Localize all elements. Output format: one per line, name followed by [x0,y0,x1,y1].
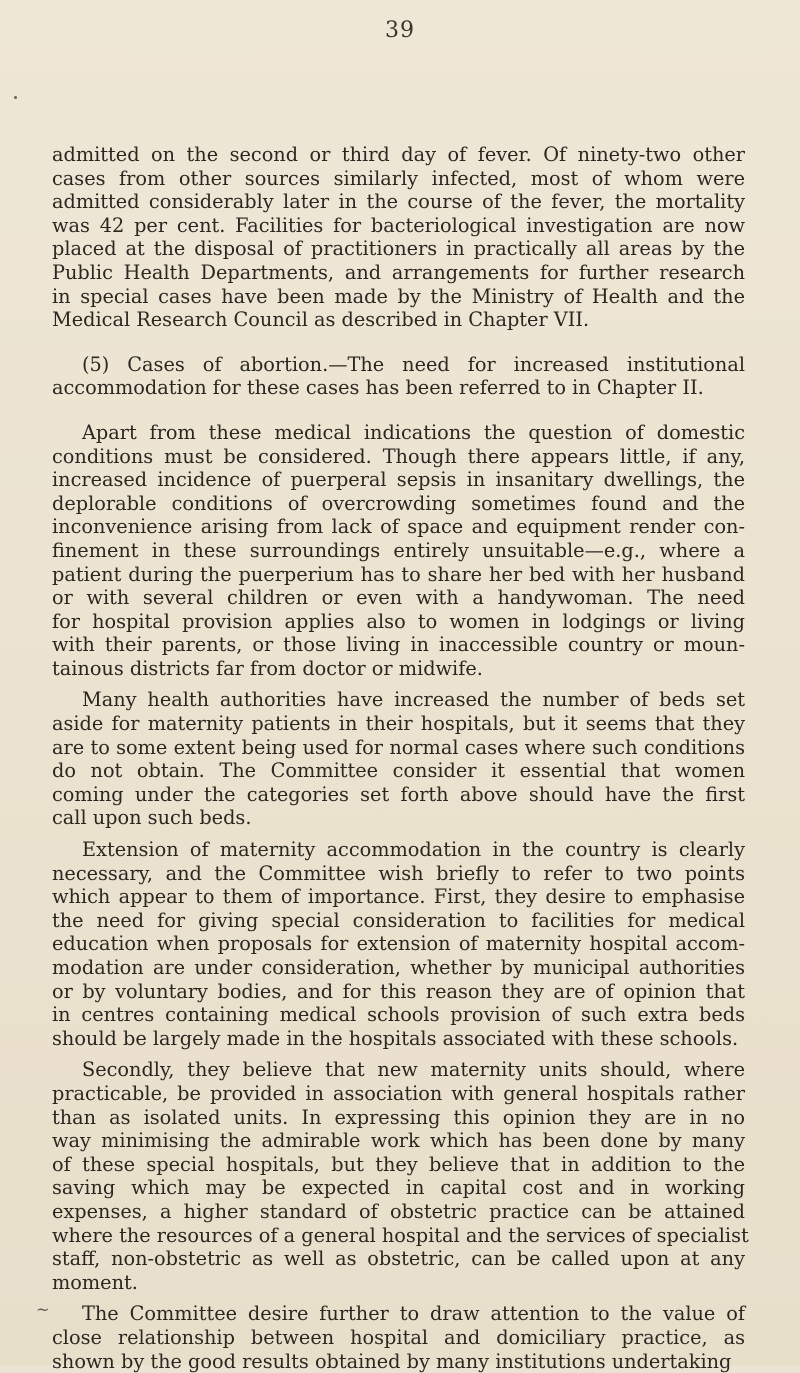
text-line: do not obtain. The Committee consider it essential that women [52,759,745,783]
paragraph [52,838,745,1050]
paragraph [52,688,745,830]
text-line: or with several children or even with a handywoman. The need [52,586,745,610]
paragraph-gap [52,332,745,353]
text-line: The Committee desire further to draw attention to the value of [52,1302,745,1326]
text-line: tainous districts far from doctor or midwife. [52,657,745,681]
text-line: was 42 per cent. Facilities for bacteriological investigation are now [52,214,745,238]
text-line: with their parents, or those living in inaccessible country or moun- [52,633,745,657]
text-line: for hospital provision applies also to women in lodgings or living [52,610,745,634]
text-line: admitted considerably later in the course of the fever, the mortality [52,190,745,214]
text-line: deplorable conditions of overcrowding sometimes found and the [52,492,745,516]
paragraph-gap [52,830,745,838]
margin-mark: ~ [36,1300,49,1319]
paragraph-gap [52,400,745,421]
text-line: staff, non-obstetric as well as obstetric, can be called upon at any [52,1247,745,1271]
text-line: coming under the categories set forth above should have the first [52,783,745,807]
text-line: Many health authorities have increased the number of beds set [52,688,745,712]
text-line: aside for maternity patients in their hospitals, but it seems that they [52,712,745,736]
text-line: Apart from these medical indications the question of domestic [52,421,745,445]
paragraph [52,1058,745,1294]
text-line: increased incidence of puerperal sepsis in insanitary dwellings, the [52,468,745,492]
paragraph [52,421,745,681]
text-line: moment. [52,1271,745,1295]
text-line: conditions must be considered. Though there appears little, if any, [52,445,745,469]
text-line: cases from other sources similarly infected, most of whom were [52,167,745,191]
text-line: education when proposals for extension of maternity hospital accom- [52,932,745,956]
text-line: in centres containing medical schools provision of such extra beds [52,1003,745,1027]
text-line: in special cases have been made by the Ministry of Health and the [52,285,745,309]
text-line: close relationship between hospital and domiciliary practice, as [52,1326,745,1350]
text-line: necessary, and the Committee wish briefly to refer to two points [52,862,745,886]
text-line: Public Health Departments, and arrangements for further research [52,261,745,285]
paragraph-gap [52,1050,745,1058]
paragraph [52,143,745,332]
text-line: expenses, a higher standard of obstetric practice can be attained [52,1200,745,1224]
text-line: of these special hospitals, but they believe that in addition to the [52,1153,745,1177]
text-line: shown by the good results obtained by many institutions undertaking [52,1350,745,1373]
text-line: call upon such beds. [52,806,745,830]
text-line: accommodation for these cases has been referred to in Chapter II. [52,376,745,400]
paragraph-gap [52,1294,745,1302]
text-line: (5) Cases of abortion.—The need for increased institutional [52,353,745,377]
text-line: the need for giving special consideration to facilities for medical [52,909,745,933]
text-line: than as isolated units. In expressing this opinion they are in no [52,1106,745,1130]
text-line: or by voluntary bodies, and for this reason they are of opinion that [52,980,745,1004]
body-text [52,143,745,1373]
text-line: inconvenience arising from lack of space and equipment render con- [52,515,745,539]
paragraph [52,353,745,400]
speck [14,96,17,99]
text-line: practicable, be provided in association with general hospitals rather [52,1082,745,1106]
text-line: modation are under consideration, whether by municipal authorities [52,956,745,980]
text-line: are to some extent being used for normal cases where such conditions [52,736,745,760]
text-line: placed at the disposal of practitioners in practically all areas by the [52,237,745,261]
text-line: Secondly, they believe that new maternity units should, where [52,1058,745,1082]
text-line: Medical Research Council as described in Chapter VII. [52,308,745,332]
text-line: patient during the puerperium has to share her bed with her husband [52,563,745,587]
text-line: should be largely made in the hospitals associated with these schools. [52,1027,745,1051]
page-number: 39 [0,18,800,43]
text-line: way minimising the admirable work which has been done by many [52,1129,745,1153]
text-line: admitted on the second or third day of fever. Of ninety-two other [52,143,745,167]
paragraph [52,1302,745,1373]
text-line: where the resources of a general hospital and the services of specialist [52,1224,745,1248]
paragraph-gap [52,680,745,688]
text-line: saving which may be expected in capital cost and in working [52,1176,745,1200]
text-line: which appear to them of importance. First, they desire to emphasise [52,885,745,909]
text-line: Extension of maternity accommodation in the country is clearly [52,838,745,862]
text-line: finement in these surroundings entirely unsuitable—e.g., where a [52,539,745,563]
